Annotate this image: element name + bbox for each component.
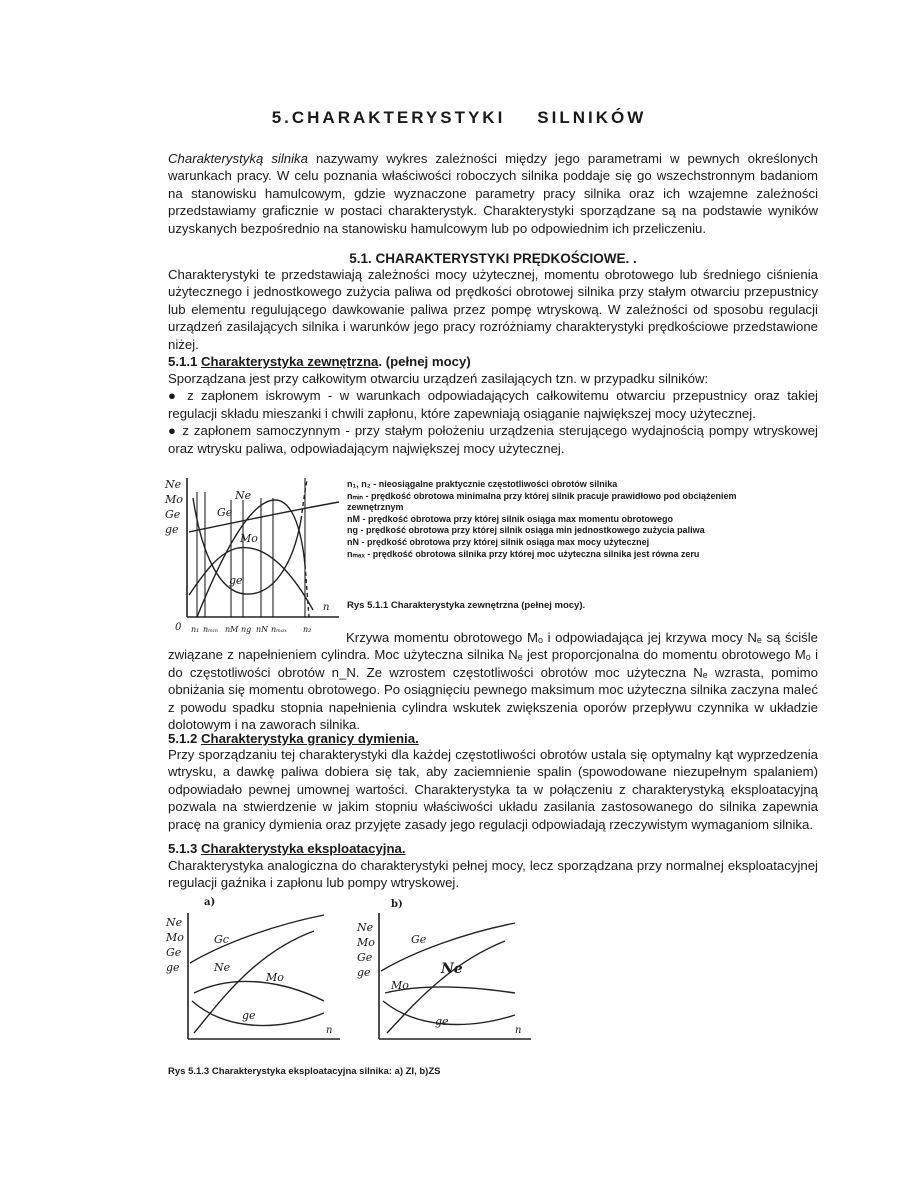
mo-curve <box>194 981 324 1001</box>
y-label-mo: Mo <box>165 493 183 506</box>
figure-operating-characteristic-b <box>355 893 535 1053</box>
section-5-1-2-text: Przy sporządzaniu tej charakterystyki dla każdej częstotliwości obrotów ustala się optymalny kąt wyprzedzenia wtrysku, a dawkę paliwa dobiera się tak, aby zaciemnienie spalin (spowodowane niezupełnym spalaniem) odpowiadało pewnej umownej wartości. Charakterystyka ta w połączeniu z charakterystyką eksploatacyjną pozwala na stwierdzenie w jakim stopniu właściwości układu zasilania zastosowanego do silnika zapewnia pracę na granicy dymienia oraz przyjęte zasady jego regulacji odpowiadają rzeczywistym wymaganiom silnika. <box>168 747 818 832</box>
x-tick-nm: nM <box>225 625 239 634</box>
curve-label-ge-lower: ge <box>435 1015 449 1028</box>
y-label-ge: Ge <box>357 951 373 964</box>
label-b: b) <box>391 899 403 910</box>
x-tick-n1: n₁ <box>191 625 200 634</box>
section-5-1-1-number: 5.1.1 <box>168 354 201 369</box>
paragraph-torque-power: Krzywa momentu obrotowego Mₒ i odpowiadająca jej krzywa mocy Nₑ są ściśle związane z napełnieniem cylindra. Moc użyteczna silnika Nₑ jest proporcjonalna do momentu obrotowego Mₒ i do częstotliwości obrotów n_N. Ze wzrostem częstotliwości obrotów moc użyteczna Nₑ wzrasta, pomimo obniżania się momentu obrotowego. Po osiągnięciu pewnego maksimum moc użyteczna silnika zaczyna maleć z powodu spadku stopnia napełnienia cylindra wskutek zwiększenia oporów przepływu czynnika w układzie dolotowym i na zaworach silnika. <box>168 630 818 733</box>
y-label-ge-lower: ge <box>165 523 179 536</box>
legend-item: nN - prędkość obrotowa przy której silnik osiąga max mocy użytecznej <box>347 536 650 547</box>
curve-label-ne: Ne <box>214 961 231 974</box>
x-axis-label: n <box>326 1025 333 1036</box>
y-label-ne: Ne <box>165 478 182 491</box>
y-label-ge-lower: ge <box>166 961 180 974</box>
legend-item: ng - prędkość obrotowa przy której silnik osiąga min jednostkowego zużycia paliwa <box>347 525 705 536</box>
curve-label-ge-lower: ge <box>242 1009 256 1022</box>
ge-lower-extension <box>301 480 307 520</box>
section-5-1-1-heading <box>168 353 818 370</box>
curve-label-ge-upper: Ge <box>411 933 427 946</box>
bullet-compression-ignition: ● z zapłonem samoczynnym - przy stałym położeniu urządzenia sterującego wydajnością pompy wtryskowej oraz wtrysku paliwa, odpowiadającym największej mocy użytecznej. <box>168 423 818 456</box>
curve-label-ne: Ne <box>441 961 463 977</box>
bullet-spark-ignition: ● z zapłonem iskrowym - w warunkach odpowiadających całkowitemu otwarciu przepustnicy oraz takiej regulacji składu mieszanki i chwili zapłonu, które zapewniają osiąganie największej mocy użytecznej. <box>168 388 818 421</box>
figure-1-caption: Rys 5.1.1 Charakterystyka zewnętrzna (pełnej mocy). <box>347 600 586 611</box>
y-label-ge: Ge <box>165 508 181 521</box>
x-tick-n2: n₂ <box>303 625 312 634</box>
x-tick-ng: ng <box>241 625 252 634</box>
section-5-1-2-title: Charakterystyka granicy dymienia. <box>201 731 419 746</box>
figure-1-legend <box>347 479 817 560</box>
section-5-1-2-heading <box>168 730 818 747</box>
curve-label-ne: Ne <box>235 489 252 502</box>
origin-label: 0 <box>175 622 182 633</box>
ne-curve-extension <box>305 565 309 617</box>
section-5-1-text: Charakterystyki te przedstawiają zależności mocy użytecznej, momentu obrotowego lub średniego ciśnienia użytecznego i jednostkowego zużycia paliwa od prędkości obrotowej silnika przy stałym otwarciu przepustnicy lub elementu regulującego dawkowanie paliwa przez pompę wtryskową. W zależności od sposobu regulacji urządzeń zasilających silnika i warunków jego pracy rozróżniamy charakterystyki prędkościowe przedstawione niżej. <box>168 267 818 352</box>
legend-item: nₘᵢₙ - prędkość obrotowa minimalna przy której silnik pracuje prawidłowo pod obciążeniem zewnętrznym <box>347 490 737 513</box>
y-label-ge: Ge <box>166 946 182 959</box>
page-title <box>0 108 918 128</box>
intro-term: Charakterystyką silnika <box>168 151 308 166</box>
ge-upper-curve <box>189 502 339 532</box>
figure-external-characteristic <box>163 470 343 640</box>
ge-lower-curve <box>383 1001 515 1024</box>
gc-curve <box>190 915 324 963</box>
x-tick-nmin: nₘᵢₙ <box>203 625 218 634</box>
curve-label-mo: Mo <box>266 971 284 984</box>
section-5-1-3-heading <box>168 840 818 857</box>
intro-paragraph <box>168 150 818 237</box>
section-5-1-1-suffix: . (pełnej mocy) <box>378 354 471 369</box>
section-5-1-heading: 5.1. CHARAKTERYSTYKI PRĘDKOŚCIOWE. . <box>349 251 637 266</box>
label-a: a) <box>204 897 216 908</box>
curve-label-ge-lower: ge <box>229 574 243 587</box>
x-tick-nmax: nₘₐₓ <box>271 625 287 634</box>
section-5-1-1-line: Sporządzana jest przy całkowitym otwarciu urządzeń zasilających tzn. w przypadku silników: <box>168 371 709 386</box>
ge-lower-curve <box>192 1001 324 1026</box>
section-5-1-3-number: 5.1.3 <box>168 841 201 856</box>
x-tick-nn: nN <box>256 625 269 634</box>
y-label-ge-lower: ge <box>357 966 371 979</box>
curve-label-mo: Mo <box>240 532 258 545</box>
curve-label-ge-upper: Ge <box>217 506 233 519</box>
y-label-ne: Ne <box>357 921 374 934</box>
curve-label-gc: Gc <box>214 933 229 946</box>
legend-item: nₘₐₓ - prędkość obrotowa silnika przy której moc użyteczna silnika jest równa zeru <box>347 548 700 559</box>
legend-item: nM - prędkość obrotowa przy której silnik osiąga max momentu obrotowego <box>347 513 674 524</box>
section-5-1-1-text <box>168 370 818 457</box>
section-5-1-3-title: Charakterystyka eksploatacyjna. <box>201 841 406 856</box>
legend-item: n₁, n₂ - nieosiągalne praktycznie częstotliwości obrotów silnika <box>347 479 618 489</box>
intro-text: nazywamy wykres zależności między jego parametrami w pewnych określonych warunkach pracy. W celu poznania właściwości roboczych silnika poddaje się go wszechstronnym badaniom na stanowisku hamulcowym, gdzie wyznaczone parametry pracy silnika oraz ich wzajemne zależności przedstawiamy graficznie w postaci charakterystyk. Charakterystyki sporządzane są na podstawie wyników uzyskanych bezpośrednio na stanowisku hamulcowym lub po odpowiednim ich przeliczeniu. <box>168 151 818 236</box>
title-part1: 5.CHARAKTERYSTYKI <box>271 108 506 127</box>
ne-curve <box>197 500 305 617</box>
x-axis-label: n <box>515 1025 522 1036</box>
figure-2-caption: Rys 5.1.3 Charakterystyka eksploatacyjna silnika: a) ZI, b)ZS <box>168 1066 441 1077</box>
y-label-mo: Mo <box>357 936 375 949</box>
figure-operating-characteristic-a <box>164 893 344 1053</box>
section-5-1-1-title: Charakterystyka zewnętrzna <box>201 354 379 369</box>
title-part2: SILNIKÓW <box>537 108 647 127</box>
y-label-ne: Ne <box>166 916 183 929</box>
section-5-1-2-number: 5.1.2 <box>168 731 201 746</box>
x-axis-label: n <box>323 602 330 613</box>
curve-label-mo: Mo <box>391 979 409 992</box>
section-5-1-3-text: Charakterystyka analogiczna do charakterystyki pełnej mocy, lecz sporządzana przy normalnej eksploatacyjnej regulacji gaźnika i zapłonu lub pompy wtryskowej. <box>168 858 818 891</box>
y-label-mo: Mo <box>166 931 184 944</box>
